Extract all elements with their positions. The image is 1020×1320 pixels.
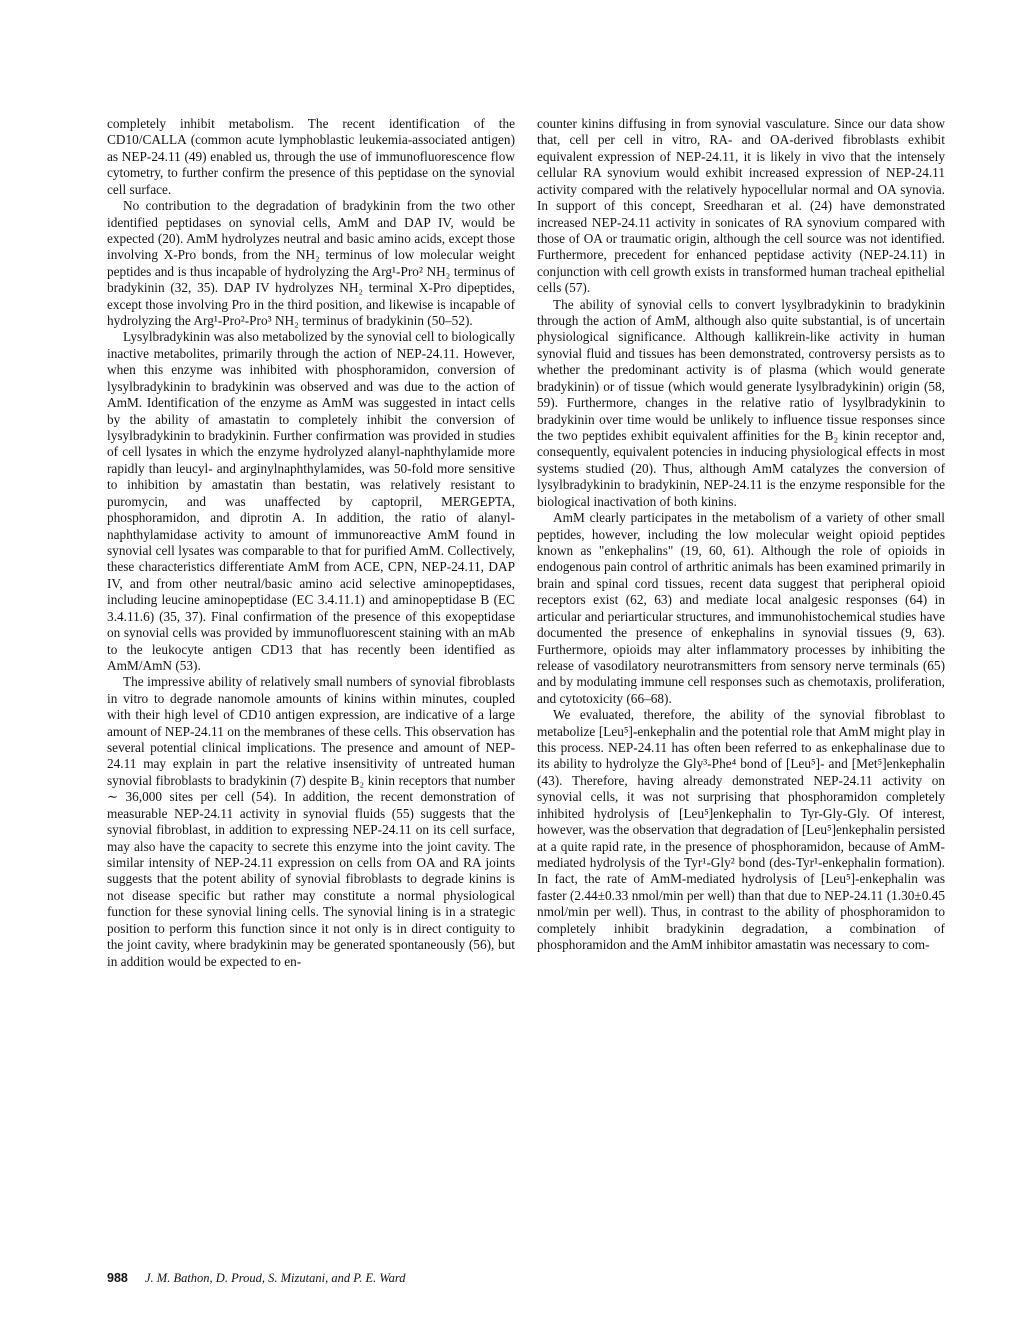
paragraph: The impressive ability of relatively small numbers of synovial fibroblasts in vitro to degrade nanomole amounts of kinins within minutes, coupled with their high level of CD10 antigen expression, are indicative of a large amount of NEP-24.11 on the membranes of these cells. This observation has several potential clinical implications. The presence and amount of NEP-24.11 may explain in part the relative insensitivity of untreated human synovial fibroblasts to bradykinin (7) despite B₂ kinin receptors that number ∼ 36,000 sites per cell (54). In addition, the recent demonstration of measurable NEP-24.11 activity in synovial fluids (55) suggests that the synovial fibroblast, in addition to expressing NEP-24.11 on its cell surface, may also have the capacity to secrete this enzyme into the joint cavity. The similar intensity of NEP-24.11 expression on cells from OA and RA joints suggests that the potent ability of synovial fibroblasts to degrade kinins is not disease specific but rather may constitute a normal physiological function for these synovial lining cells. The synovial lining is in a strategic position to perform this function since it not only is in direct contiguity to the joint cavity, where bradykinin may be generated spontaneously (56), but in addition would be expected to en- — [107, 674, 515, 969]
paragraph: counter kinins diffusing in from synovial vasculature. Since our data show that, cell per cell in vitro, RA- and OA-derived fibroblasts exhibit equivalent expression of NEP-24.11, it is likely in vivo that the intensely cellular RA synovium would exhibit increased expression of NEP-24.11 activity compared with the relatively hypocellular normal and OA synovia. In support of this concept, Sreedharan et al. (24) have demonstrated increased NEP-24.11 activity in sonicates of RA synovium compared with those of OA or traumatic origin, although the cell source was not identified. Furthermore, precedent for enhanced peptidase activity (NEP-24.11) in conjunction with cell growth exists in transformed human tracheal epithelial cells (57). — [537, 116, 945, 296]
paragraph: completely inhibit metabolism. The recent identification of the CD10/CALLA (common acute lymphoblastic leukemia-associated antigen) as NEP-24.11 (49) enabled us, through the use of immunofluorescence flow cytometry, to further confirm the presence of this peptidase on the synovial cell surface. — [107, 116, 515, 197]
page-number: 988 — [107, 1271, 128, 1285]
paragraph: The ability of synovial cells to convert lysylbradykinin to bradykinin through the action of AmM, although also quite substantial, is of uncertain physiological significance. Although kallikrein-like activity in human synovial fluid and tissues has been demonstrated, controversy persists as to whether the predominant activity is of plasma (which would generate bradykinin) or of tissue (which would generate lysylbradykinin) origin (58, 59). Furthermore, changes in the relative ratio of lysylbradykinin to bradykinin over time would be unlikely to influence tissue responses since the two peptides exhibit equivalent affinities for the B₂ kinin receptor and, consequently, equivalent potencies in inducing physiological effects in most systems studied (20). Thus, although AmM catalyzes the conversion of lysylbradykinin to bradykinin, NEP-24.11 is the enzyme responsible for the biological inactivation of both kinins. — [537, 296, 945, 509]
left-column — [107, 116, 515, 970]
running-authors: J. M. Bathon, D. Proud, S. Mizutani, and P. E. Ward — [144, 1271, 406, 1285]
paragraph: We evaluated, therefore, the ability of the synovial fibroblast to metabolize [Leu⁵]-enkephalin and the potential role that AmM might play in this process. NEP-24.11 has often been referred to as enkephalinase due to its ability to hydrolyze the Gly³-Phe⁴ bond of [Leu⁵]- and [Met⁵]enkephalin (43). Therefore, having already demonstrated NEP-24.11 activity on synovial cells, it was not surprising that phosphoramidon completely inhibited hydrolysis of [Leu⁵]enkephalin to Tyr-Gly-Gly. Of interest, however, was the observation that degradation of [Leu⁵]enkephalin persisted at a quite rapid rate, in the presence of phosphoramidon, because of AmM-mediated hydrolysis of the Tyr¹-Gly² bond (des-Tyr¹-enkephalin formation). In fact, the rate of AmM-mediated hydrolysis of [Leu⁵]-enkephalin was faster (2.44±0.33 nmol/min per well) than that due to NEP-24.11 (1.30±0.45 nmol/min per well). Thus, in contrast to the ability of phosphoramidon to completely inhibit bradykinin degradation, a combination of phosphoramidon and the AmM inhibitor amastatin was necessary to com- — [537, 707, 945, 953]
paragraph: AmM clearly participates in the metabolism of a variety of other small peptides, however, including the low molecular weight opioid peptides known as "enkephalins" (19, 60, 61). Although the role of opioids in endogenous pain control of arthritic animals has been examined primarily in brain and spinal cord tissues, recent data suggest that peripheral opioid receptors exist (62, 63) and mediate local analgesic responses (64) in articular and periarticular structures, and immunohistochemical studies have documented the presence of enkephalins in synovial tissues (9, 63). Furthermore, opioids may alter inflammatory processes by inhibiting the release of vasodilatory neurotransmitters from sensory nerve terminals (65) and by modulating immune cell responses such as chemotaxis, proliferation, and cytotoxicity (66–68). — [537, 510, 945, 706]
page-footer — [107, 1270, 406, 1286]
paragraph: No contribution to the degradation of bradykinin from the two other identified peptidases on synovial cells, AmM and DAP IV, would be expected (20). AmM hydrolyzes neutral and basic amino acids, except those involving X-Pro bonds, from the NH₂ terminus of low molecular weight peptides and is thus incapable of hydrolyzing the Arg¹-Pro² NH₂ terminus of bradykinin (32, 35). DAP IV hydrolyzes NH₂ terminal X-Pro dipeptides, except those involving Pro in the third position, and likewise is incapable of hydrolyzing the Arg¹-Pro²-Pro³ NH₂ terminus of bradykinin (50–52). — [107, 198, 515, 329]
paragraph: Lysylbradykinin was also metabolized by the synovial cell to biologically inactive metabolites, primarily through the action of NEP-24.11. However, when this enzyme was inhibited with phosphoramidon, conversion of lysylbradykinin to bradykinin was observed and was due to the action of AmM. Identification of the enzyme as AmM was suggested in intact cells by the ability of amastatin to completely inhibit the conversion of lysylbradykinin to bradykinin. Further confirmation was provided in studies of cell lysates in which the enzyme hydrolyzed alanyl-naphthylamide more rapidly than leucyl- and arginylnaphthylamides, was 50-fold more sensitive to inhibition by amastatin than bestatin, was relatively resistant to puromycin, and was unaffected by captopril, MERGEPTA, phosphoramidon, and diprotin A. In addition, the ratio of alanyl-naphthylamidase activity to amount of immunoreactive AmM found in synovial cell lysates was comparable to that for purified AmM. Collectively, these characteristics differentiate AmM from ACE, CPN, NEP-24.11, DAP IV, and from other neutral/basic amino acid selective aminopeptidases, including leucine aminopeptidase (EC 3.4.11.1) and aminopeptidase B (EC 3.4.11.6) (35, 37). Final confirmation of the presence of this exopeptidase on synovial cells was provided by immunofluorescent staining with an mAb to the leukocyte antigen CD13 that has recently been identified as AmM/AmN (53). — [107, 329, 515, 673]
right-column — [537, 116, 945, 954]
